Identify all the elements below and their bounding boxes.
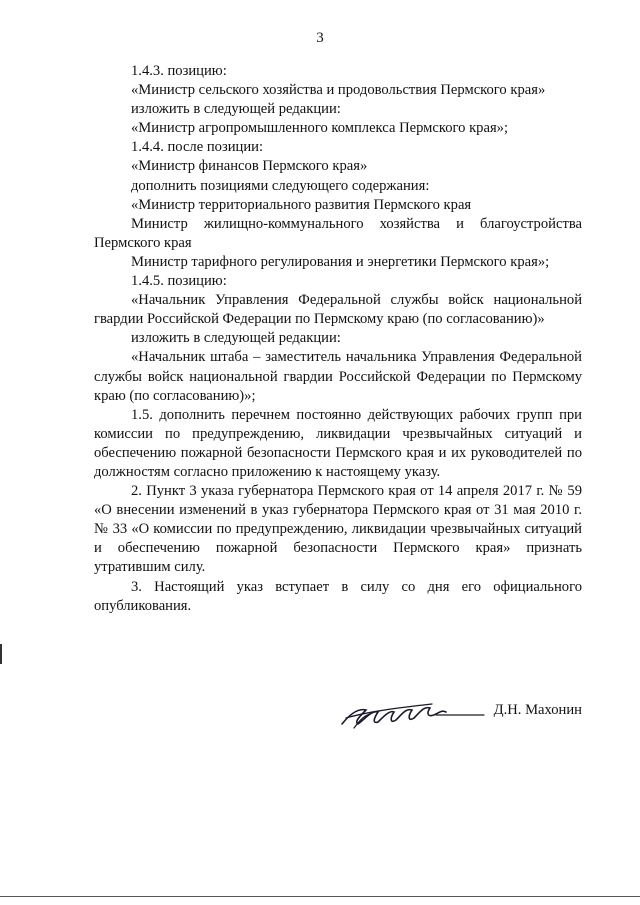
paragraph: «Начальник штаба – заместитель начальника Управления Федеральной службы войск национальной гвардии Российской Федерации по Пермскому краю (по согласованию)»; (94, 349, 582, 404)
paragraph: 3. Настоящий указ вступает в силу со дня его официального опубликования. (94, 578, 582, 614)
paragraph: 1.4.3. позицию: (131, 63, 227, 79)
paragraph: 1.4.4. после позиции: (131, 139, 264, 156)
paragraph: изложить в следующей редакции: (131, 330, 341, 347)
handwritten-signature (336, 694, 486, 734)
paragraph: Министр тарифного регулирования и энергетики Пермского края»; (131, 253, 550, 270)
paragraph: «Министр сельского хозяйства и продовольствия Пермского края» (131, 82, 546, 99)
paragraph: «Министр агропромышленного комплекса Пермского края»; (131, 120, 509, 137)
paragraph: «Министр территориального развития Пермского края (131, 196, 472, 213)
scan-bottom-edge (0, 896, 640, 897)
scan-edge-mark (0, 644, 2, 664)
paragraph: «Министр финансов Пермского края» (131, 158, 368, 175)
paragraph: Министр жилищно-коммунального хозяйства и благоустройства Пермского края (94, 215, 582, 251)
signature-block (330, 694, 582, 734)
paragraph: изложить в следующей редакции: (131, 101, 341, 118)
document-body (94, 62, 582, 616)
signer-name: Д.Н. Махонин (493, 702, 582, 718)
paragraph: 2. Пункт 3 указа губернатора Пермского края от 14 апреля 2017 г. № 59 «О внесении изменений в указ губернатора Пермского края от 31 мая 2010 г. № 33 «О комиссии по предупреждению, ликвидации чрезвычайных ситуаций и обеспечению пожарной безопасности Пермского края» признать утратившим силу. (94, 483, 582, 576)
paragraph: 1.4.5. позицию: (131, 273, 227, 290)
paragraph: «Начальник Управления Федеральной службы войск национальной гвардии Российской Федерации по Пермскому краю (по согласованию)» (94, 292, 582, 328)
paragraph: 1.5. дополнить перечнем постоянно действующих рабочих групп при комиссии по предупреждению, ликвидации чрезвычайных ситуаций и обеспечению пожарной безопасности Пермского края и их руководителей по должностям согласно приложению к настоящему указу. (94, 406, 582, 480)
page-number: 3 (316, 30, 324, 46)
paragraph: дополнить позициями следующего содержания: (131, 177, 430, 194)
